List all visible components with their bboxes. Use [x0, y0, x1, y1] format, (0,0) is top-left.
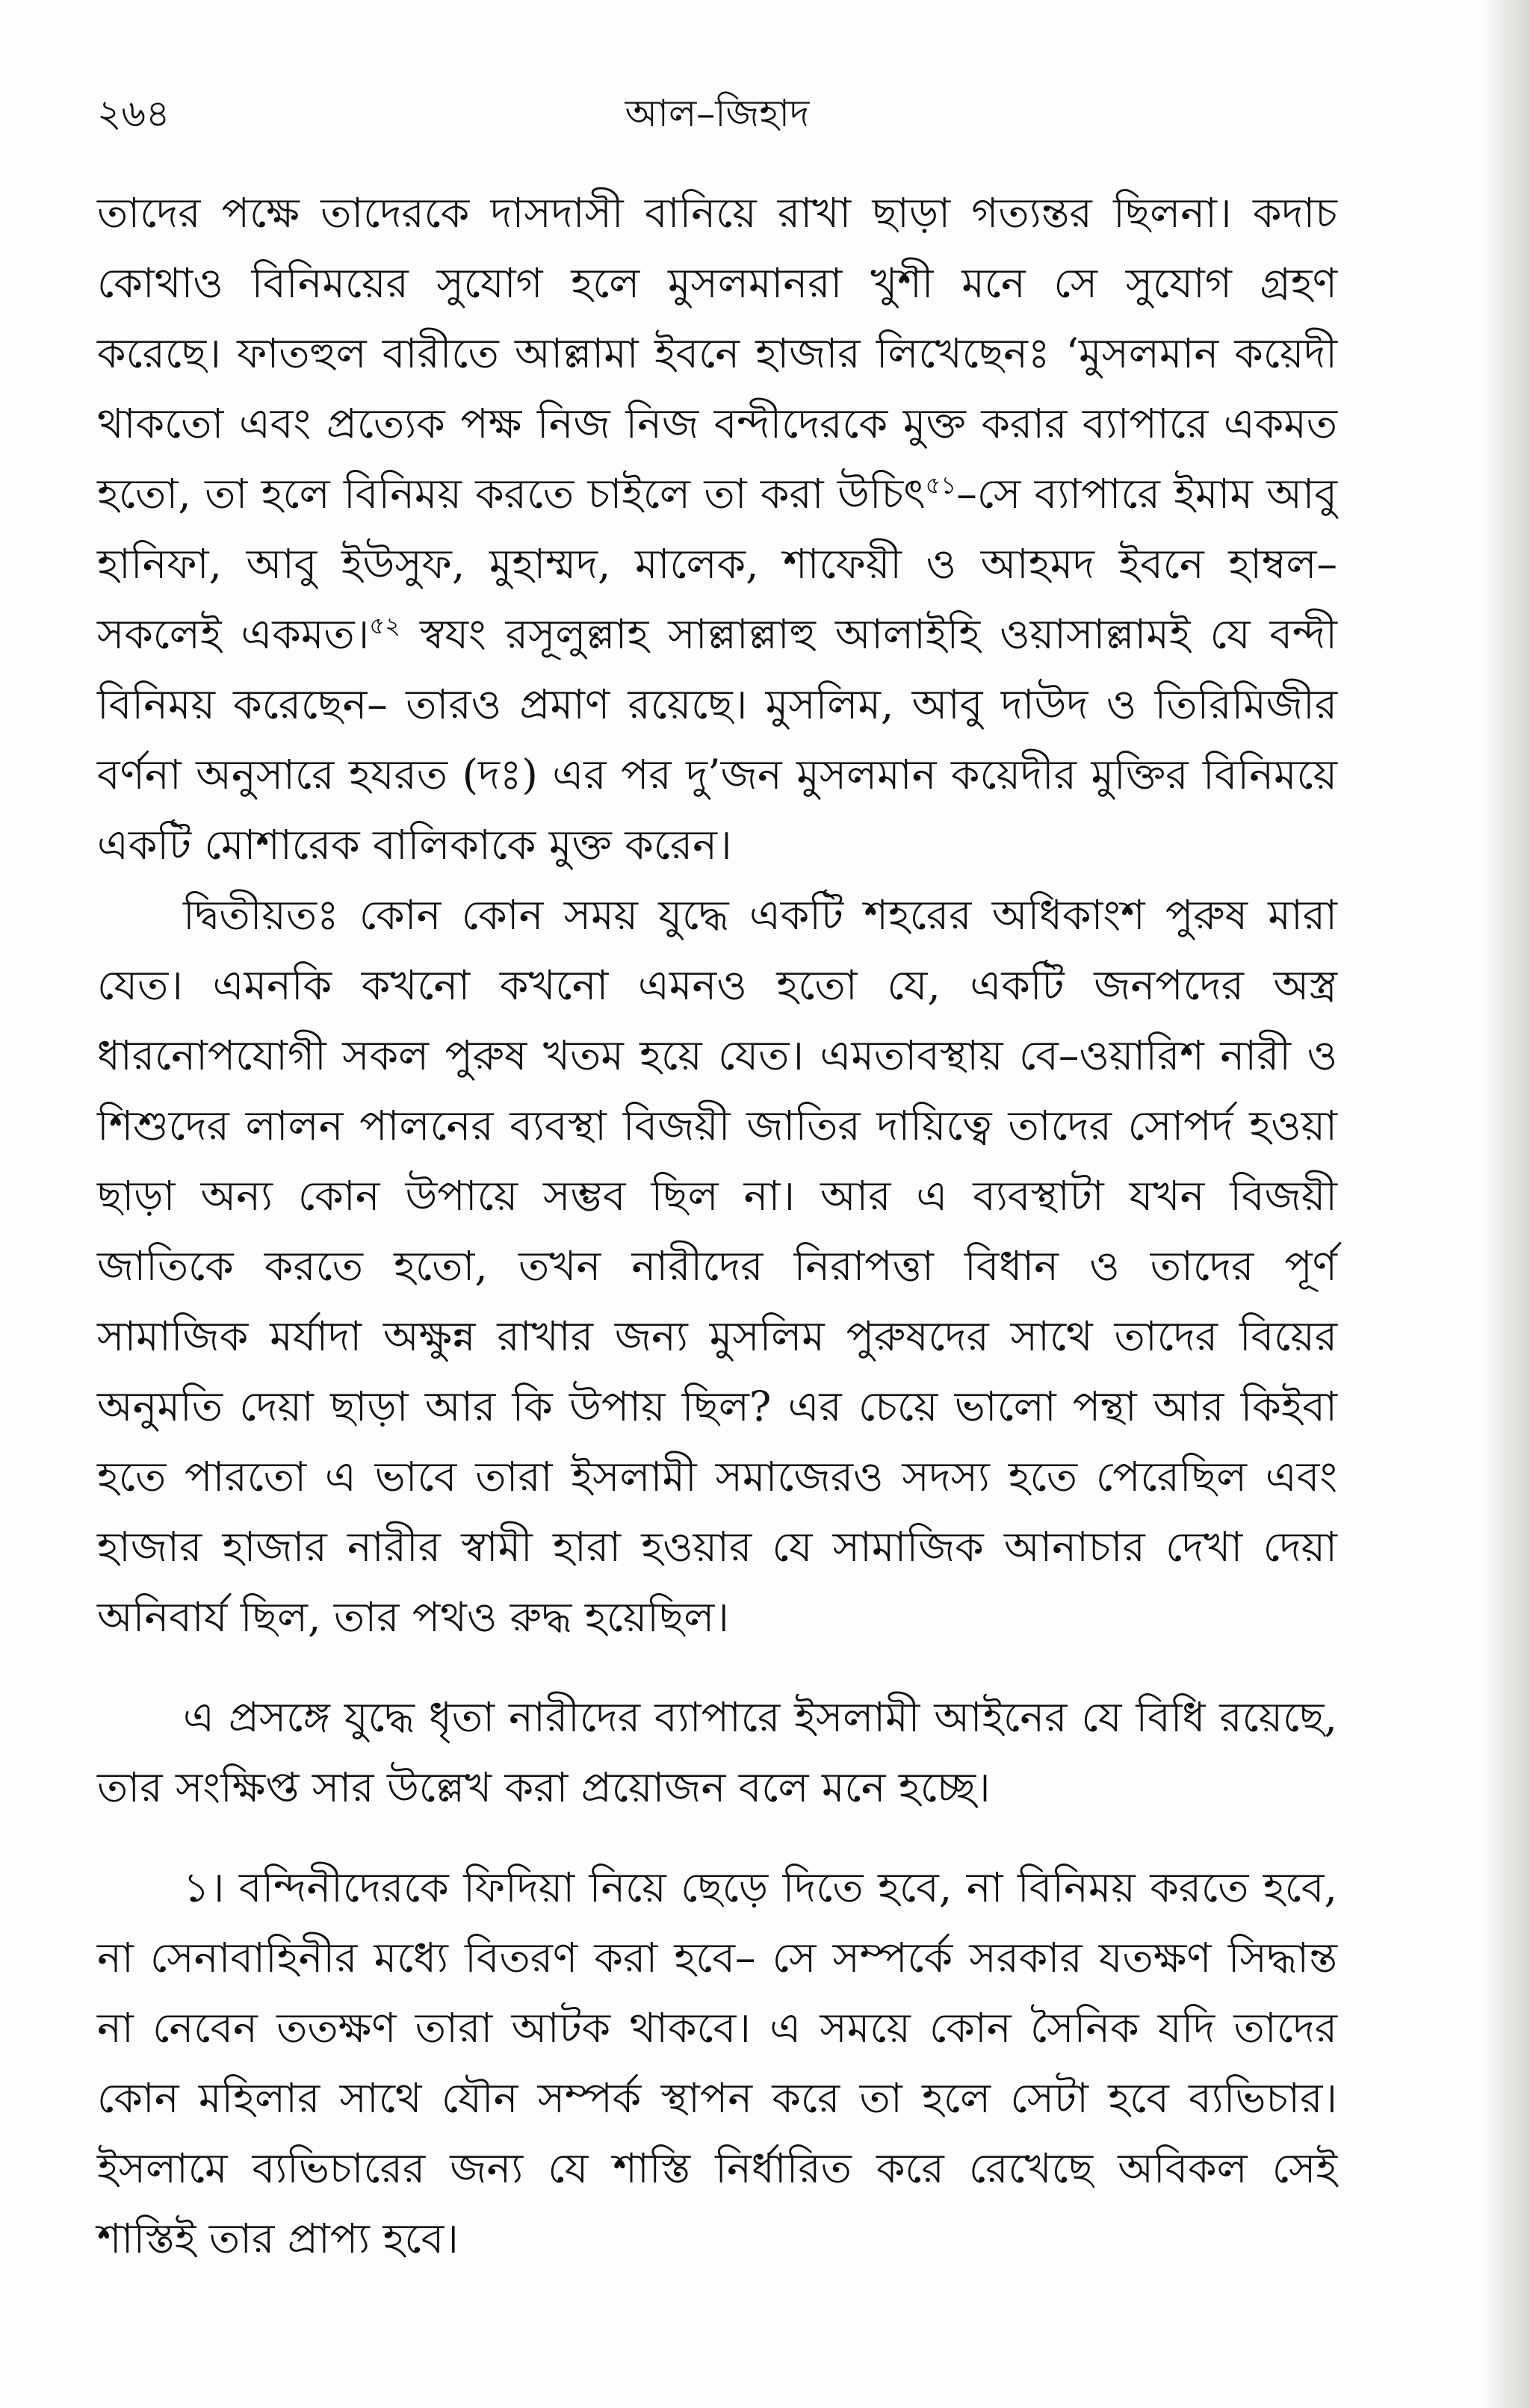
- paragraph-4: ১। বন্দিনীদেরকে ফিদিয়া নিয়ে ছেড়ে দিতে হবে, না বিনিময় করতে হবে, না সেনাবাহিনীর মধ্যে বিতরণ করা হবে– সে সম্পর্কে সরকার যতক্ষণ সিদ্ধান্ত না নেবেন ততক্ষণ তারা আটক থাকবে। এ সময়ে কোন সৈনিক যদি তাদের কোন মহিলার সাথে যৌন সম্পর্ক স্থাপন করে তা হলে সেটা হবে ব্যভিচার। ইসলামে ব্যভিচারের জন্য যে শাস্তি নির্ধারিত করে রেখেছে অবিকল সেই শাস্তিই তার প্রাপ্য হবে।: [97, 1864, 1337, 2262]
- paragraph-1-part-a: তাদের পক্ষে তাদেরকে দাসদাসী বানিয়ে রাখা ছাড়া গত্যন্তর ছিলনা। কদাচ কোথাও বিনিময়ের সুযোগ হলে মুসলমানরা খুশী মনে সে সুযোগ গ্রহণ করেছে। ফাতহুল বারীতে আল্লামা ইবনে হাজার লিখেছেনঃ ‘মুসলমান কয়েদী থাকতো এবং প্রত্যেক পক্ষ নিজ নিজ বন্দীদেরকে মুক্ত করার ব্যাপারে একমত হতো, তা হলে বিনিময় করতে চাইলে তা করা উচিৎ: [97, 189, 1337, 518]
- paragraph-1-part-b: –সে ব্যাপারে ইমাম আবু হানিফা, আবু ইউসুফ, মুহাম্মদ, মালেক, শাফেয়ী ও আহমদ ইবনে হাম্বল–সকলেই একমত।: [97, 470, 1337, 658]
- page-header: [97, 84, 1337, 143]
- page-number: ২৬৪: [97, 92, 170, 135]
- paragraph-3: এ প্রসঙ্গে যুদ্ধে ধৃতা নারীদের ব্যাপারে ইসলামী আইনের যে বিধি রয়েছে, তার সংক্ষিপ্ত সার উল্লেখ করা প্রয়োজন বলে মনে হচ্ছে।: [97, 1693, 1337, 1811]
- body-text: [97, 178, 1337, 2274]
- page-edge-shadow: [1484, 0, 1530, 2408]
- paragraph-1-part-c: স্বযং রসূলুল্লাহ সাল্লাল্লাহু আলাইহি ওয়াসাল্লামই যে বন্দী বিনিময় করেছেন– তারও প্রমাণ রয়েছে। মুসলিম, আবু দাউদ ও তিরিমিজীর বর্ণনা অনুসারে হযরত (দঃ) এর পর দু’জন মুসলমান কয়েদীর মুক্তির বিনিময়ে একটি মোশারেক বালিকাকে মুক্ত করেন।: [97, 610, 1337, 869]
- paragraph-2: দ্বিতীয়তঃ কোন কোন সময় যুদ্ধে একটি শহরের অধিকাংশ পুরুষ মারা যেত। এমনকি কখনো কখনো এমনও হতো যে, একটি জনপদের অস্ত্র ধারনোপযোগী সকল পুরুষ খতম হয়ে যেত। এমতাবস্থায় বে–ওয়ারিশ নারী ও শিশুদের লালন পালনের ব্যবস্থা বিজয়ী জাতির দায়িত্বে তাদের সোপর্দ হওয়া ছাড়া অন্য কোন উপায়ে সম্ভব ছিল না। আর এ ব্যবস্থাটা যখন বিজয়ী জাতিকে করতে হতো, তখন নারীদের নিরাপত্তা বিধান ও তাদের পূর্ণ সামাজিক মর্যাদা অক্ষুন্ন রাখার জন্য মুসলিম পুরুষদের সাথে তাদের বিয়ের অনুমতি দেয়া ছাড়া আর কি উপায় ছিল? এর চেয়ে ভালো পন্থা আর কিইবা হতে পারতো এ ভাবে তারা ইসলামী সমাজেরও সদস্য হতে পেরেছিল এবং হাজার হাজার নারীর স্বামী হারা হওয়ার যে সামাজিক আনাচার দেখা দেয়া অনিবার্য ছিল, তার পথও রুদ্ধ হয়েছিল।: [97, 891, 1337, 1641]
- footnote-ref-52: ৫২: [369, 611, 400, 640]
- running-title: আল–জিহাদ: [625, 92, 810, 135]
- footnote-ref-51: ৫১: [925, 471, 957, 500]
- paragraph-1: [97, 178, 1337, 880]
